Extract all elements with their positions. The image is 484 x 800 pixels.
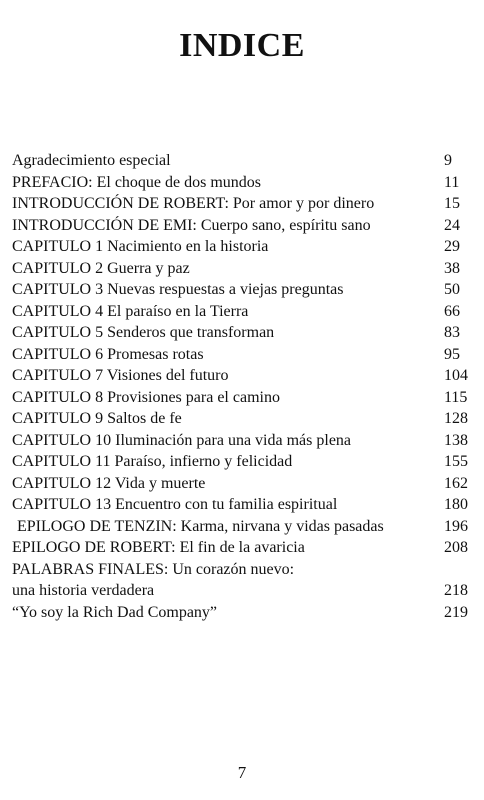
toc-entry — [12, 387, 470, 409]
toc-entry — [12, 516, 470, 538]
toc-entry-page: 38 — [444, 259, 460, 277]
toc-entry-label: CAPITULO 3 Nuevas respuestas a viejas preguntas — [12, 281, 344, 298]
toc-entry — [12, 559, 470, 581]
toc-entry — [12, 494, 470, 516]
toc-entry — [12, 322, 470, 344]
toc-entry-page: 218 — [444, 582, 468, 599]
toc-entry-label: CAPITULO 11 Paraíso, infierno y felicidad — [12, 453, 293, 470]
toc-entry-label: una historia verdadera — [12, 582, 155, 599]
toc-entry-page: 180 — [444, 496, 468, 513]
toc-entry — [12, 365, 470, 387]
toc-entry-label: CAPITULO 13 Encuentro con tu familia espiritual — [12, 496, 338, 513]
toc-entry-page: 24 — [444, 216, 460, 234]
page-title: INDICE — [179, 27, 305, 64]
toc-entry — [12, 408, 470, 430]
toc-entry-label: EPILOGO DE ROBERT: El fin de la avaricia — [12, 539, 305, 556]
toc-entry — [12, 236, 470, 258]
toc-entry-label: CAPITULO 9 Saltos de fe — [12, 410, 182, 427]
toc-entry-page: 115 — [444, 388, 468, 406]
toc-entry — [12, 150, 470, 172]
toc-entry-page: 128 — [444, 410, 468, 427]
toc-entry — [12, 258, 470, 280]
toc-entry-label: CAPITULO 2 Guerra y paz — [12, 259, 190, 277]
toc-entry-label: CAPITULO 10 Iluminación para una vida más plena — [12, 431, 352, 449]
toc-entry-page: 196 — [444, 517, 468, 535]
toc-entry-label: CAPITULO 7 Visiones del futuro — [12, 367, 229, 384]
toc-entry-page: 83 — [444, 324, 460, 341]
toc-entry — [12, 451, 470, 473]
toc-entry — [12, 473, 470, 495]
toc-entry-label: “Yo soy la Rich Dad Company” — [12, 603, 218, 621]
toc-entry-page: 219 — [444, 603, 468, 621]
toc-entry-label: CAPITULO 6 Promesas rotas — [12, 345, 204, 363]
toc-entry-page: 66 — [444, 302, 460, 320]
toc-entry-label: EPILOGO DE TENZIN: Karma, nirvana y vidas pasadas — [17, 517, 384, 535]
toc-entry-page: 208 — [444, 539, 468, 556]
toc-entry-page: 50 — [444, 281, 460, 298]
toc-entry-page: 29 — [444, 238, 460, 255]
toc-entry — [12, 602, 470, 624]
toc-entry-page: 162 — [444, 474, 468, 492]
toc-entry-label: PALABRAS FINALES: Un corazón nuevo: — [12, 560, 295, 578]
toc-entry-label: CAPITULO 12 Vida y muerte — [12, 474, 206, 492]
toc-entry-page: 155 — [444, 453, 468, 470]
toc-entry — [12, 193, 470, 215]
toc-entry-page: 11 — [444, 173, 460, 191]
page-number: 7 — [237, 763, 247, 782]
toc-entry-page: 104 — [444, 367, 468, 384]
toc-entry-label: PREFACIO: El choque de dos mundos — [12, 173, 262, 191]
toc-entry — [12, 344, 470, 366]
toc-entry-label: CAPITULO 4 El paraíso en la Tierra — [12, 302, 249, 320]
toc-entry — [12, 580, 470, 602]
toc-entry — [12, 215, 470, 237]
toc-entry — [12, 430, 470, 452]
toc-entry-label: CAPITULO 8 Provisiones para el camino — [12, 388, 280, 406]
toc-entry-label: INTRODUCCIÓN DE EMI: Cuerpo sano, espíritu sano — [12, 216, 371, 234]
toc-entry-page: 138 — [444, 431, 468, 449]
table-of-contents — [12, 150, 470, 623]
toc-entry — [12, 537, 470, 559]
toc-entry-label: CAPITULO 5 Senderos que transforman — [12, 324, 275, 341]
toc-entry-page: 95 — [444, 345, 460, 363]
toc-entry-page: 9 — [444, 152, 452, 169]
toc-entry-label: Agradecimiento especial — [12, 152, 171, 169]
toc-entry — [12, 279, 470, 301]
toc-entry-page: 15 — [444, 195, 460, 212]
toc-entry — [12, 301, 470, 323]
toc-entry-label: INTRODUCCIÓN DE ROBERT: Por amor y por dinero — [12, 195, 375, 212]
toc-entry-label: CAPITULO 1 Nacimiento en la historia — [12, 238, 269, 255]
toc-entry — [12, 172, 470, 194]
